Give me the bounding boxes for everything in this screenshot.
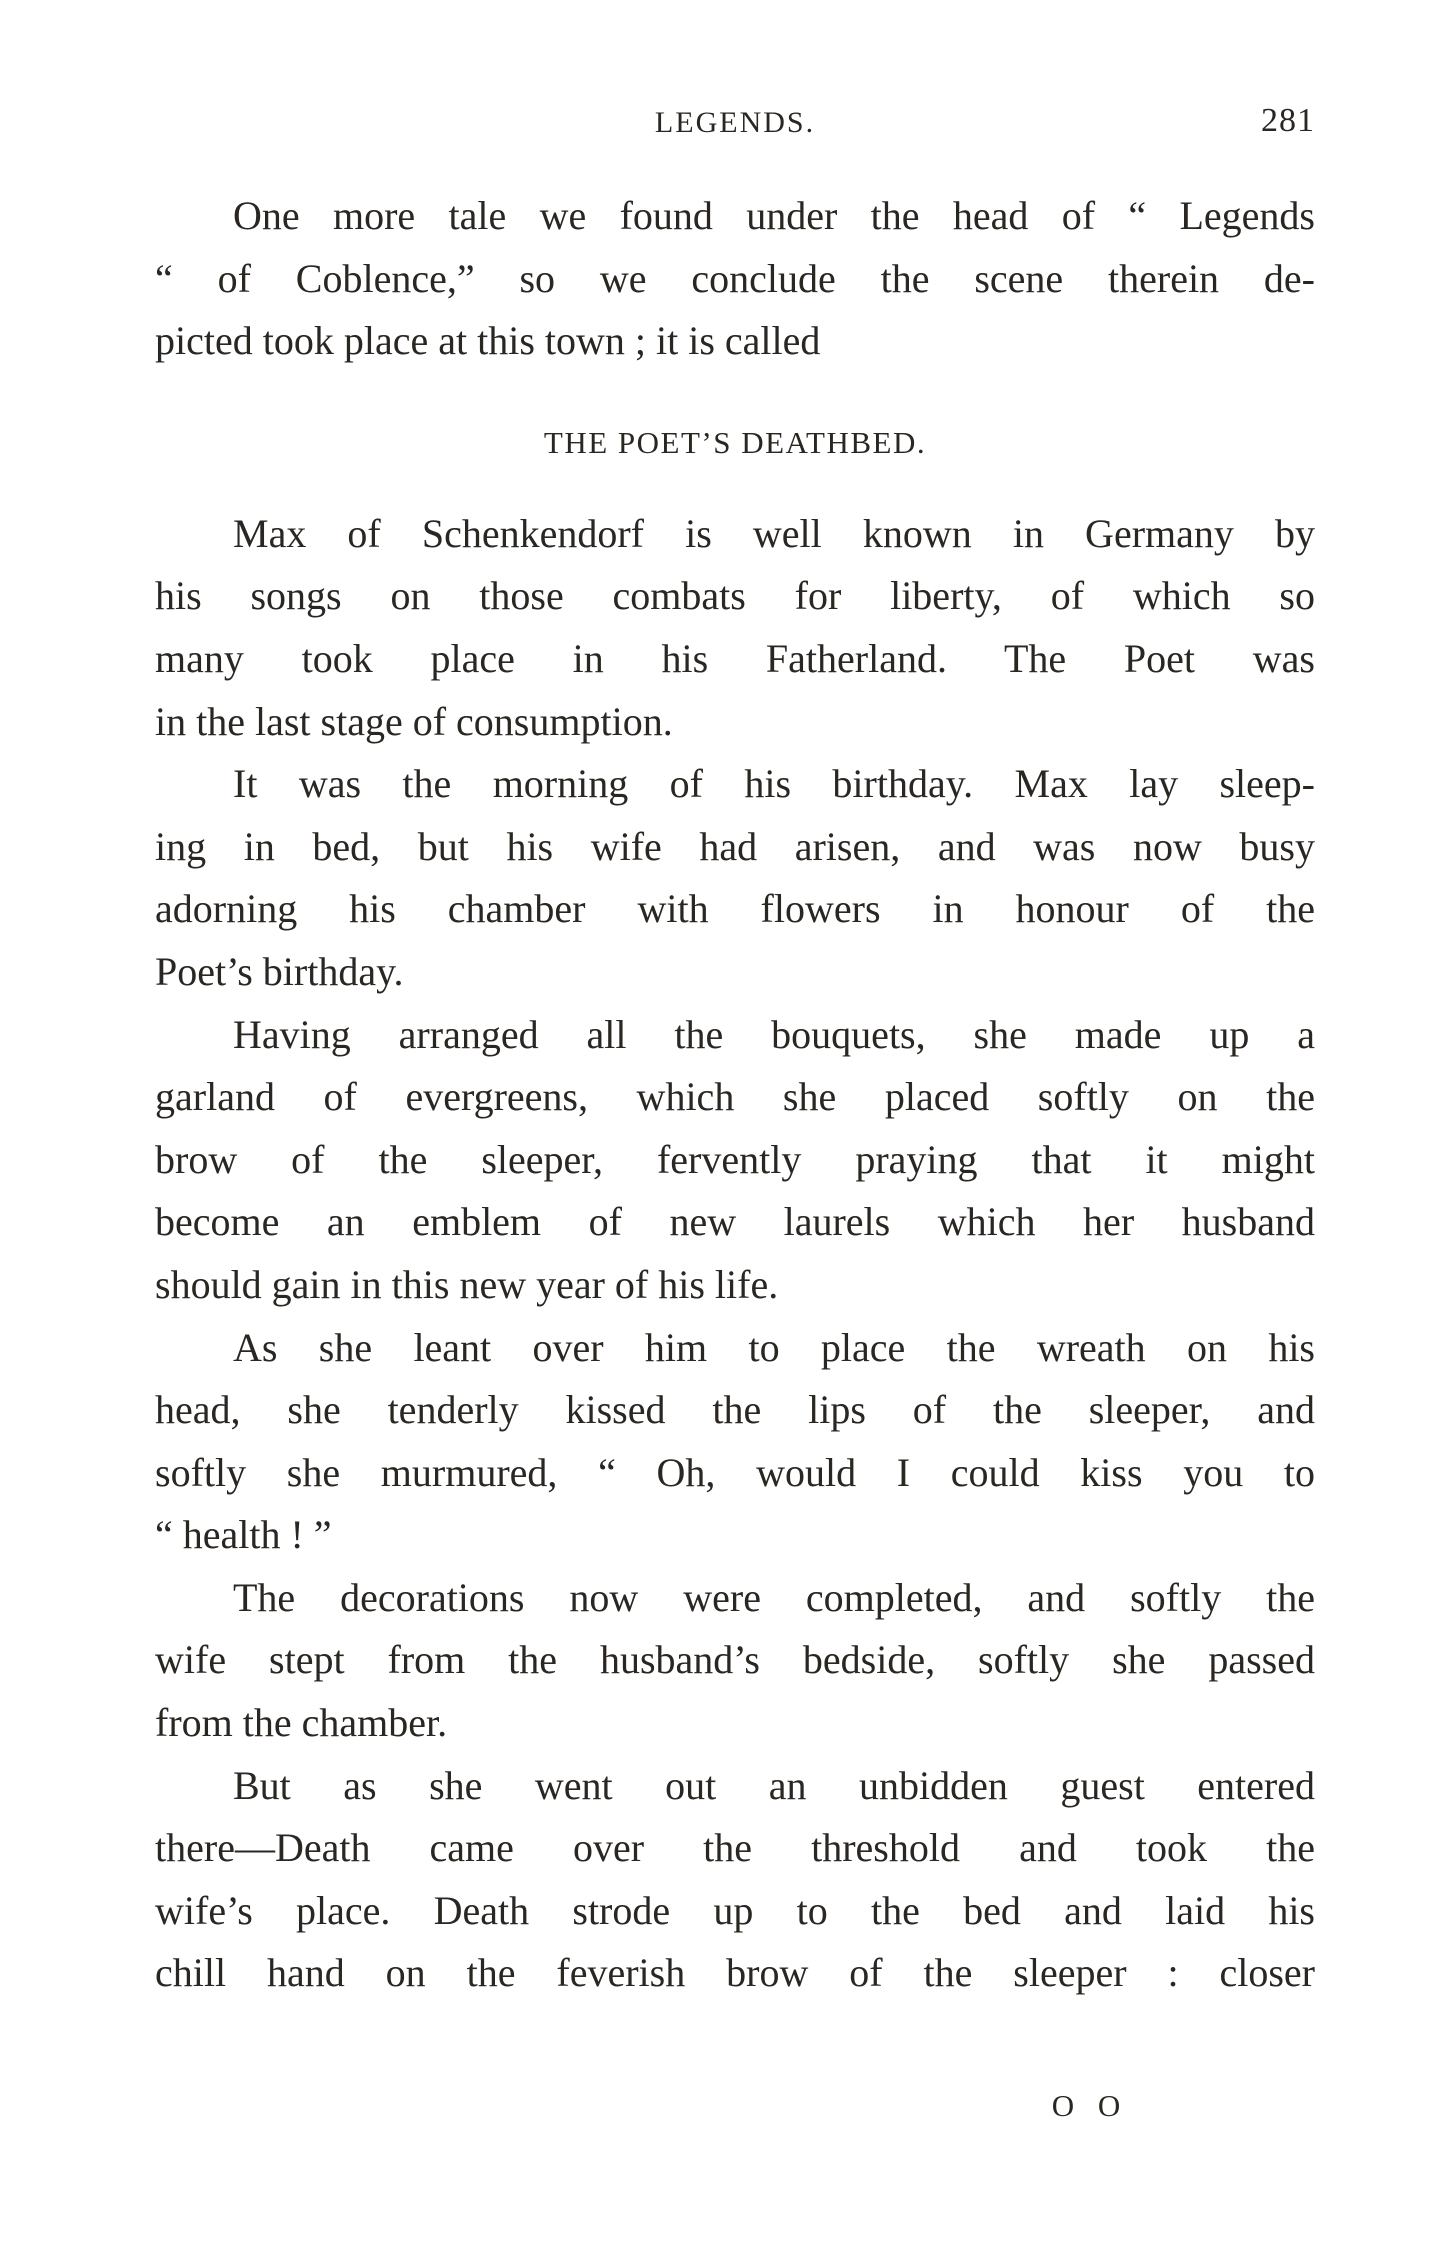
text-line: As she leant over him to place the wreath on his [233,1324,1315,1370]
text-line: in the last stage of consumption. [155,698,673,744]
text-line: picted took place at this town ; it is called [155,318,821,364]
text-line: Poet’s birthday. [155,948,404,994]
text-line: from the chamber. [155,1700,448,1746]
page-header [155,100,1315,150]
text-line: his songs on those combats for liberty, of which so [155,573,1315,619]
page-number: 281 [1261,102,1315,139]
text-line: But as she went out an unbidden guest entered [233,1762,1315,1808]
text-line: “ health ! ” [155,1512,332,1558]
signature-mark: O O [1051,2088,1129,2123]
text-line: many took place in his Fatherland. The Poet was [155,635,1315,681]
running-title: LEGENDS. [654,106,816,139]
text-line: head, she tenderly kissed the lips of the sleeper, and [155,1387,1315,1433]
text-line: wife’s place. Death strode up to the bed and laid his [155,1887,1315,1933]
text-line: adorning his chamber with flowers in honour of the [155,886,1315,932]
text-line: become an emblem of new laurels which her husband [155,1199,1315,1245]
section-heading: THE POET’S DEATHBED. [543,424,927,460]
text-line: wife stept from the husband’s bedside, softly she passed [155,1637,1315,1683]
text-line: It was the morning of his birthday. Max lay sleep- [233,761,1315,807]
text-line: ing in bed, but his wife had arisen, and was now busy [155,823,1315,869]
text-line: garland of evergreens, which she placed softly on the [155,1074,1315,1120]
text-line: softly she murmured, “ Oh, would I could kiss you to [155,1449,1315,1495]
text-line: Having arranged all the bouquets, she made up a [233,1011,1315,1057]
text-block [155,185,1315,2005]
text-line: brow of the sleeper, fervently praying that it might [155,1136,1315,1182]
text-line: there—Death came over the threshold and took the [155,1825,1315,1871]
text-line: Max of Schenkendorf is well known in Germany by [233,510,1315,556]
text-line: “ of Coblence,” so we conclude the scene therein de- [155,255,1315,301]
text-line: One more tale we found under the head of “ Legends [233,193,1315,238]
text-line: The decorations now were completed, and softly the [233,1574,1315,1620]
text-line: should gain in this new year of his life. [155,1261,779,1307]
text-line: chill hand on the feverish brow of the sleeper : closer [155,1950,1315,1996]
